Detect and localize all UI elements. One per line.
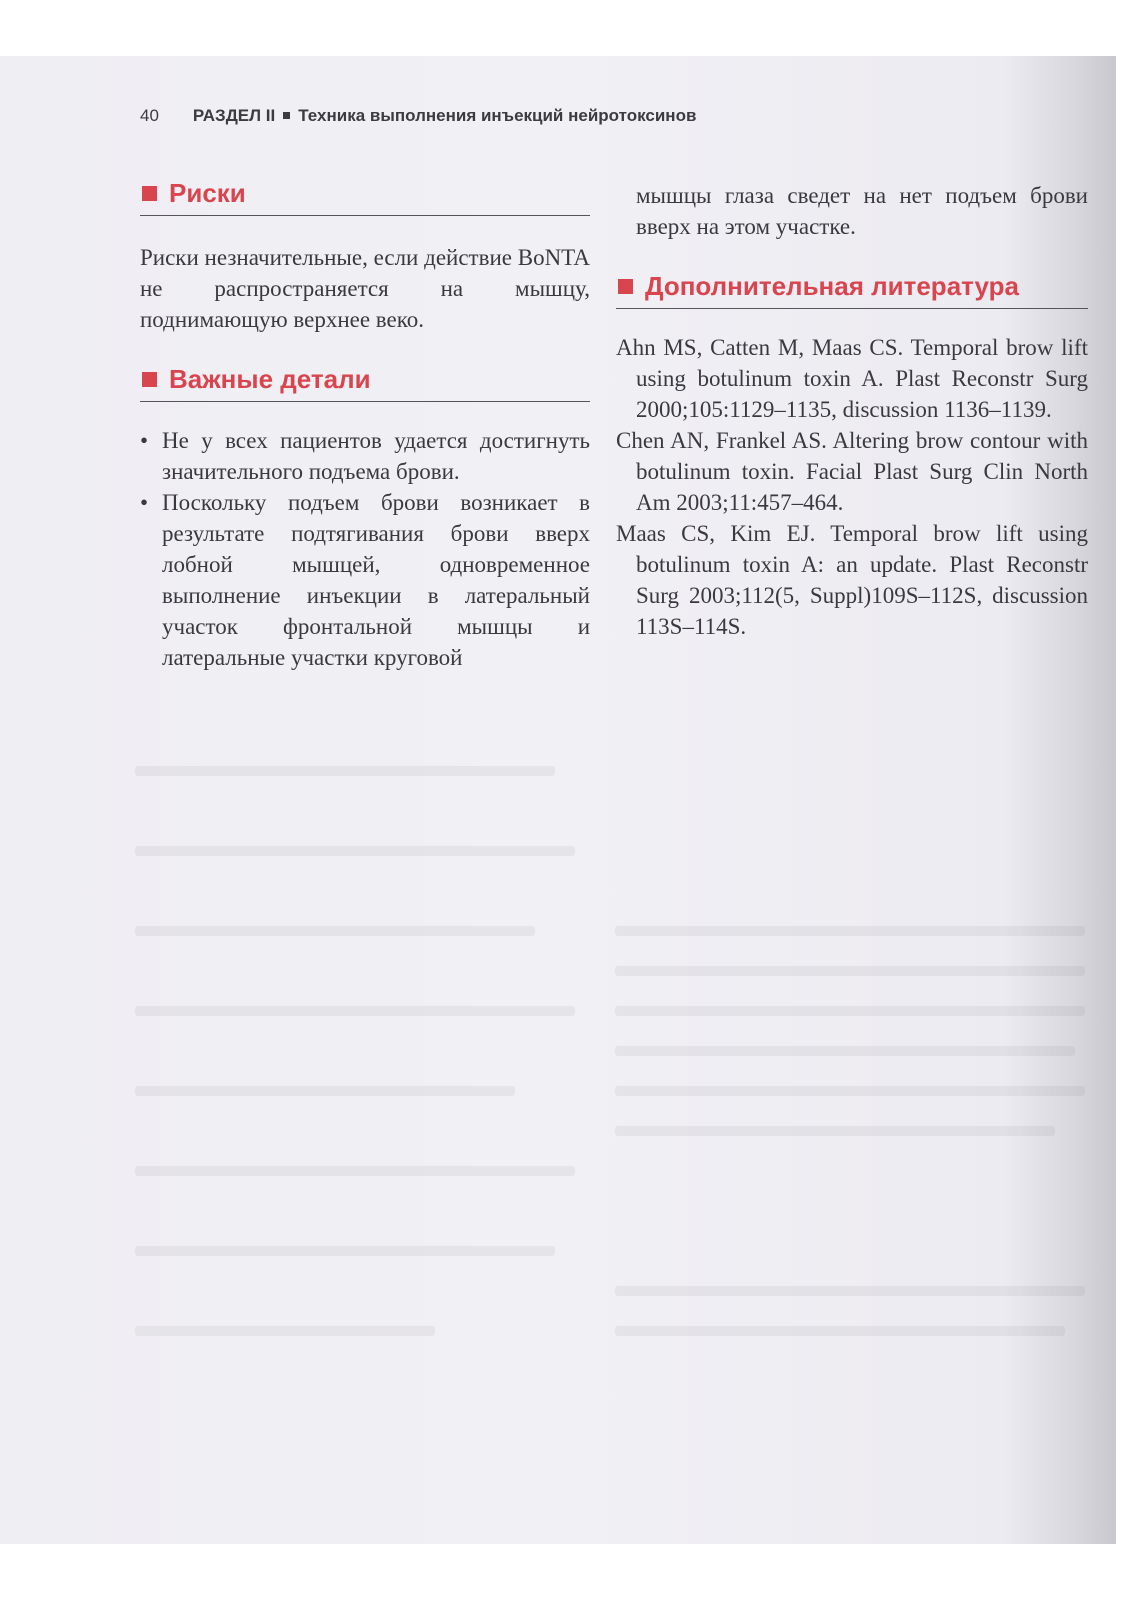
section-label: РАЗДЕЛ II (192, 106, 276, 125)
references-list (616, 332, 1088, 642)
chapter-title: Техника выполнения инъекций нейротоксинов (298, 106, 697, 125)
details-list (140, 425, 590, 673)
list-item-text: Не у всех пациентов удается достигнуть значительного подъема брови. (162, 428, 590, 484)
details-heading (140, 364, 590, 402)
bullet-icon: • (140, 490, 149, 515)
literature-heading (616, 271, 1088, 309)
square-separator-icon (283, 112, 290, 119)
right-column (616, 180, 1088, 642)
red-square-icon (142, 372, 157, 387)
show-through-text (135, 696, 1095, 1516)
literature-heading-text: Дополнительная литература (645, 271, 1019, 301)
red-square-icon (618, 279, 633, 294)
details-heading-text: Важные детали (169, 364, 371, 394)
list-item (140, 487, 590, 673)
reference-item: Maas CS, Kim EJ. Temporal brow lift using botulinum toxin A: an update. Plast Reconstr Surg 2003;112(5, Suppl)109S–112S, discussion 113S–114S. (616, 521, 1088, 639)
page-number: 40 (140, 106, 159, 125)
reference-item: Ahn MS, Catten M, Maas CS. Temporal brow lift using botulinum toxin A. Plast Reconstr Surg 2000;105:1129–1135, discussion 1136–1139. (616, 335, 1088, 422)
running-head (140, 106, 696, 126)
reference-item: Chen AN, Frankel AS. Altering brow contour with botulinum toxin. Facial Plast Surg Clin North Am 2003;11:457–464. (616, 428, 1088, 515)
risks-heading (140, 178, 590, 216)
risks-heading-text: Риски (169, 178, 246, 208)
risks-paragraph: Риски незначительные, если действие BoNTA не распространяется на мышцу, поднимающую верхнее веко. (140, 245, 590, 332)
list-item-text: Поскольку подъем брови возникает в результате подтягивания брови вверх лобной мышцей, одновременное выполнение инъекции в латеральный участок фронтальной мышцы и латеральные участки круговой (162, 490, 590, 670)
continued-paragraph: мышцы глаза сведет на нет подъем брови вверх на этом участке. (636, 183, 1088, 239)
bullet-icon: • (140, 428, 149, 453)
list-item (140, 425, 590, 487)
red-square-icon (142, 186, 157, 201)
left-column (140, 178, 590, 673)
